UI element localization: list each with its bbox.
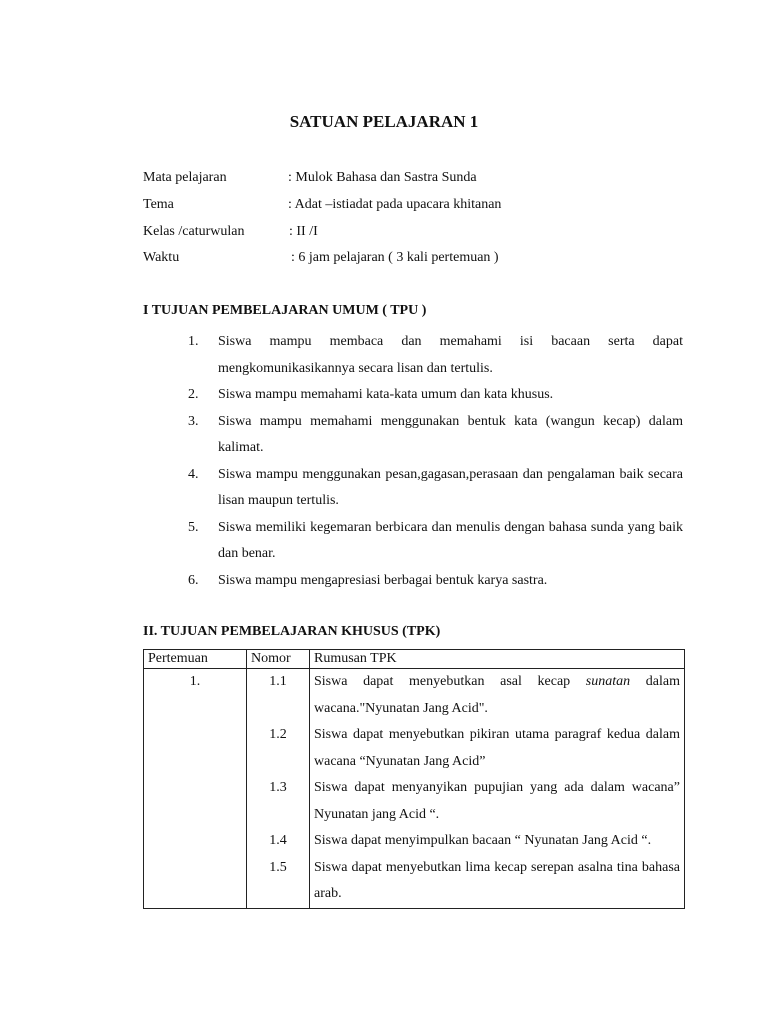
list-text: Siswa memiliki kegemaran berbicara dan menulis dengan bahasa sunda yang baik dan benar. bbox=[218, 519, 683, 561]
meta-value: : 6 jam pelajaran ( 3 kali pertemuan ) bbox=[291, 250, 499, 265]
rumusan-text-italic: sunatan bbox=[585, 674, 631, 689]
rumusan-text: Siswa dapat menyimpulkan bacaan “ Nyunatan Jang Acid “. bbox=[314, 833, 652, 848]
meta-label: Waktu bbox=[143, 250, 180, 265]
list-number: 3. bbox=[188, 413, 199, 429]
column-header-rumusan: Rumusan TPK bbox=[310, 650, 685, 669]
list-number: 1. bbox=[188, 334, 199, 349]
list-item bbox=[143, 329, 683, 382]
nomor-value: 1.1 bbox=[269, 674, 287, 689]
meta-value: : Mulok Bahasa dan Sastra Sunda bbox=[288, 170, 477, 185]
rumusan-text-part: dalam wacana."Nyunatan Jang Acid". bbox=[314, 674, 680, 716]
meta-label: Tema bbox=[143, 197, 174, 212]
list-number: 4. bbox=[188, 466, 199, 482]
nomor-value: 1.5 bbox=[269, 859, 287, 875]
nomor-value: 1.2 bbox=[269, 727, 287, 742]
table-row bbox=[144, 669, 685, 909]
meta-label: Kelas /caturwulan bbox=[143, 224, 245, 239]
list-item bbox=[143, 462, 683, 515]
list-item bbox=[143, 409, 683, 462]
rumusan-text bbox=[314, 669, 680, 722]
rumusan-text: Siswa dapat menyebutkan lima kecap serepan asalna tina bahasa arab. bbox=[314, 859, 680, 901]
nomor-value: 1.4 bbox=[269, 833, 287, 848]
list-text: Siswa mampu mengapresiasi berbagai bentuk karya sastra. bbox=[218, 572, 548, 588]
column-header-nomor: Nomor bbox=[247, 650, 310, 669]
rumusan-text-part: Siswa dapat menyebutkan asal kecap bbox=[314, 674, 586, 689]
rumusan-text: Siswa dapat menyanyikan pupujian yang ada dalam wacana” Nyunatan jang Acid “. bbox=[314, 780, 680, 822]
rumusan-text: Siswa dapat menyebutkan pikiran utama paragraf kedua dalam wacana “Nyunatan Jang Acid” bbox=[314, 727, 680, 769]
tpk-table bbox=[143, 649, 685, 909]
list-item bbox=[143, 568, 683, 595]
list-text: Siswa mampu memahami menggunakan bentuk kata (wangun kecap) dalam kalimat. bbox=[218, 413, 683, 455]
meta-value: : II /I bbox=[289, 224, 318, 239]
tpu-heading: I TUJUAN PEMBELAJARAN UMUM ( TPU ) bbox=[143, 303, 427, 318]
meta-value: : Adat –istiadat pada upacara khitanan bbox=[288, 197, 502, 212]
page-title: SATUAN PELAJARAN 1 bbox=[289, 112, 479, 131]
pertemuan-cell bbox=[144, 669, 247, 909]
tpk-heading: II. TUJUAN PEMBELAJARAN KHUSUS (TPK) bbox=[143, 624, 441, 639]
list-text: Siswa mampu menggunakan pesan,gagasan,perasaan dan pengalaman baik secara lisan maupun tertulis. bbox=[218, 466, 683, 508]
meta-label: Mata pelajaran bbox=[143, 170, 227, 185]
list-text: Siswa mampu memahami kata-kata umum dan kata khusus. bbox=[218, 387, 554, 402]
rumusan-cell bbox=[310, 669, 685, 909]
list-number: 5. bbox=[188, 519, 199, 535]
list-number: 2. bbox=[188, 387, 199, 402]
tpu-list bbox=[143, 329, 683, 594]
nomor-value: 1.3 bbox=[269, 780, 287, 795]
list-item bbox=[143, 515, 683, 568]
column-header-pertemuan: Pertemuan bbox=[144, 650, 247, 669]
list-item bbox=[143, 382, 683, 409]
table-header-row bbox=[144, 650, 685, 669]
list-number: 6. bbox=[188, 572, 199, 588]
nomor-cell bbox=[247, 669, 310, 909]
pertemuan-value: 1. bbox=[189, 674, 201, 689]
list-text: Siswa mampu membaca dan memahami isi bacaan serta dapat mengkomunikasikannya secara lisan dan tertulis. bbox=[218, 334, 683, 376]
